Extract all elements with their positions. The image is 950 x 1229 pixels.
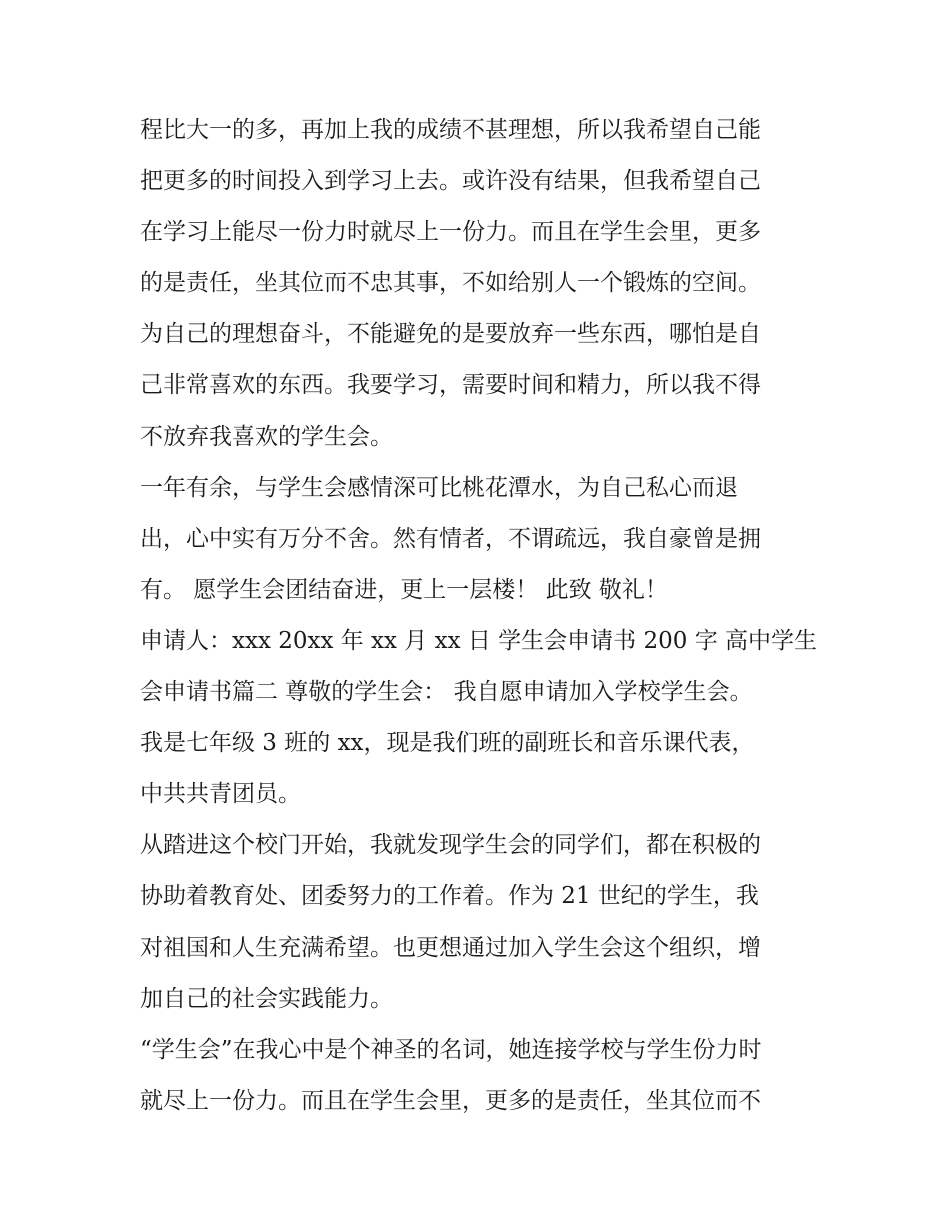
text-line: 申请人：xxx 20xx 年 xx 月 xx 日 学生会申请书 200 字 高中学生 bbox=[140, 627, 818, 654]
text-line: 就尽上一份力。而且在学生会里，更多的是责任，坐其位而不 bbox=[140, 1087, 761, 1114]
text-line: 协助着教育处、团委努力的工作着。作为 21 世纪的学生，我 bbox=[140, 883, 759, 910]
text-line: “学生会”在我心中是个神圣的名词，她连接学校与学生份力时 bbox=[140, 1036, 762, 1063]
text-line: 在学习上能尽一份力时就尽上一份力。而且在学生会里，更多 bbox=[140, 219, 761, 246]
text-line: 我是七年级 3 班的 xx，现是我们班的副班长和音乐课代表， bbox=[140, 730, 755, 757]
text-line: 出，心中实有万分不舍。然有情者，不谓疏远，我自豪曾是拥 bbox=[140, 525, 761, 552]
text-line: 会申请书篇二 尊敬的学生会： 我自愿申请加入学校学生会。 bbox=[140, 679, 753, 706]
text-line: 己非常喜欢的东西。我要学习，需要时间和精力，所以我不得 bbox=[140, 372, 761, 399]
text-line: 加自己的社会实践能力。 bbox=[140, 985, 393, 1012]
text-line: 的是责任，坐其位而不忠其事，不如给别人一个锻炼的空间。 bbox=[140, 270, 761, 297]
text-line: 一年有余，与学生会感情深可比桃花潭水，为自己私心而退 bbox=[140, 474, 738, 501]
text-line: 有。 愿学生会团结奋进，更上一层楼！ 此致 敬礼！ bbox=[140, 576, 668, 603]
text-line: 对祖国和人生充满希望。也更想通过加入学生会这个组织，增 bbox=[140, 934, 761, 961]
text-line: 为自己的理想奋斗，不能避免的是要放弃一些东西，哪怕是自 bbox=[140, 321, 761, 348]
text-line: 中共共青团员。 bbox=[140, 781, 301, 808]
document-body bbox=[140, 108, 830, 1130]
text-line: 程比大一的多，再加上我的成绩不甚理想，所以我希望自己能 bbox=[140, 117, 761, 143]
text-line: 把更多的时间投入到学习上去。或许没有结果，但我希望自己 bbox=[140, 168, 761, 195]
text-line: 不放弃我喜欢的学生会。 bbox=[140, 423, 393, 450]
text-line: 从踏进这个校门开始，我就发现学生会的同学们，都在积极的 bbox=[140, 832, 761, 859]
